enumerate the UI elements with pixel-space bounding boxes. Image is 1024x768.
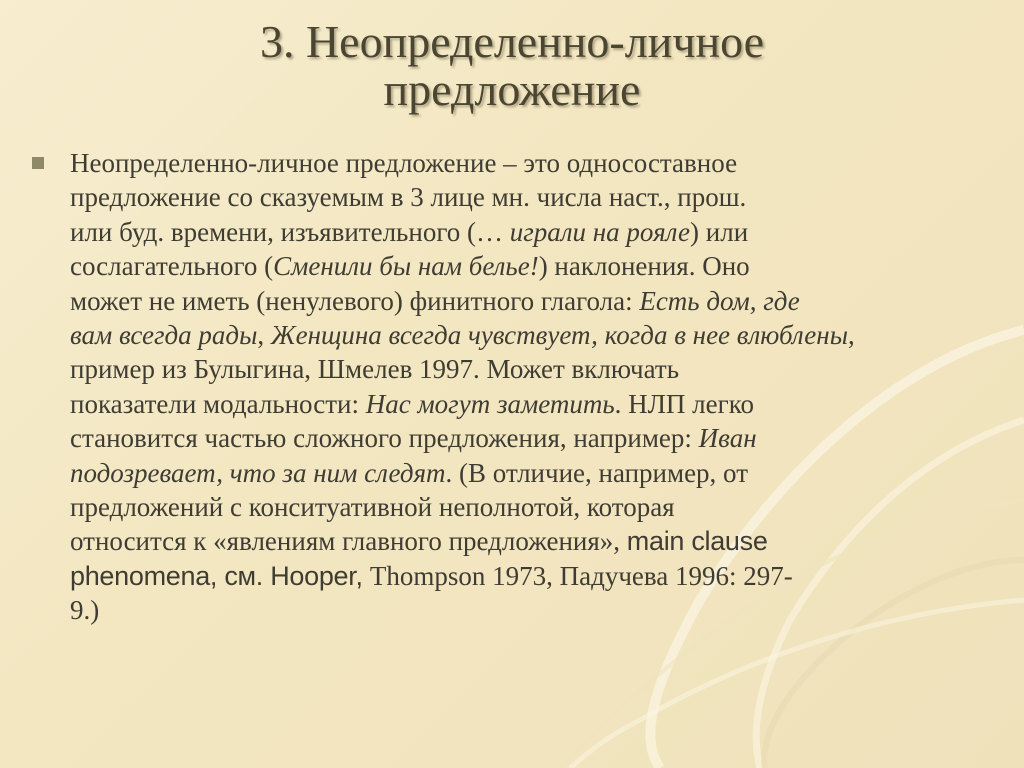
title-line-1: 3. Неопределенно-личное — [259, 16, 765, 67]
body-line: предложений с конситуативной неполнотой, которая — [70, 492, 675, 523]
example-italic: Есть дом, где — [639, 285, 800, 316]
text-sans: main clause — [626, 526, 768, 557]
body-line: 9.) — [70, 595, 100, 626]
body-line — [70, 284, 992, 318]
body-line — [70, 559, 992, 593]
example-italic: вам всегда рады — [70, 320, 258, 351]
example-italic: играли на рояле — [509, 216, 691, 247]
text-sans: phenomena, см. Hooper, — [70, 560, 370, 591]
example-italic: Нас могут заметить — [365, 388, 615, 419]
text: сослагательного ( — [70, 251, 274, 282]
text: может не иметь (ненулевого) финитного глагола: — [70, 285, 640, 316]
example-italic: Сменили бы нам белье! — [273, 251, 539, 282]
title-line-2: предложение — [383, 64, 641, 115]
example-italic: Женщина всегда чувствует, когда в нее влюблены — [270, 320, 848, 351]
text: , — [257, 320, 271, 351]
example-italic: подозревает, что за ним следят — [70, 457, 446, 488]
example-italic: Иван — [698, 423, 757, 454]
text: или буд. времени, изъявительного (… — [70, 216, 510, 247]
body-line — [70, 421, 992, 455]
body-line — [70, 387, 992, 421]
text: ) наклонения. Оно — [538, 251, 750, 282]
text: становится частью сложного предложения, например: — [70, 423, 699, 454]
body-line — [70, 215, 992, 249]
bullet-text — [70, 146, 992, 628]
body-line — [70, 456, 992, 490]
text: относится к «явлениям главного предложения», — [70, 526, 627, 557]
body-line — [70, 524, 992, 558]
slide-title — [0, 18, 1024, 114]
text: показатели модальности: — [70, 388, 366, 419]
body-line — [70, 318, 992, 352]
text: Thompson 1973, Падучева 1996: 297- — [369, 560, 793, 591]
text: . (В отличие, например, от — [445, 457, 748, 488]
body-line: Неопределенно-личное предложение – это односоставное — [70, 148, 738, 178]
body-line: пример из Булыгина, Шмелев 1997. Может включать — [70, 354, 680, 385]
text: ) или — [690, 216, 749, 247]
body-line: предложение со сказуемым в 3 лице мн. числа наст., прош. — [70, 182, 747, 213]
bullet-square-icon — [32, 157, 44, 169]
text: , — [847, 320, 855, 351]
body-line — [70, 249, 992, 283]
text: . НЛП легко — [614, 388, 754, 419]
